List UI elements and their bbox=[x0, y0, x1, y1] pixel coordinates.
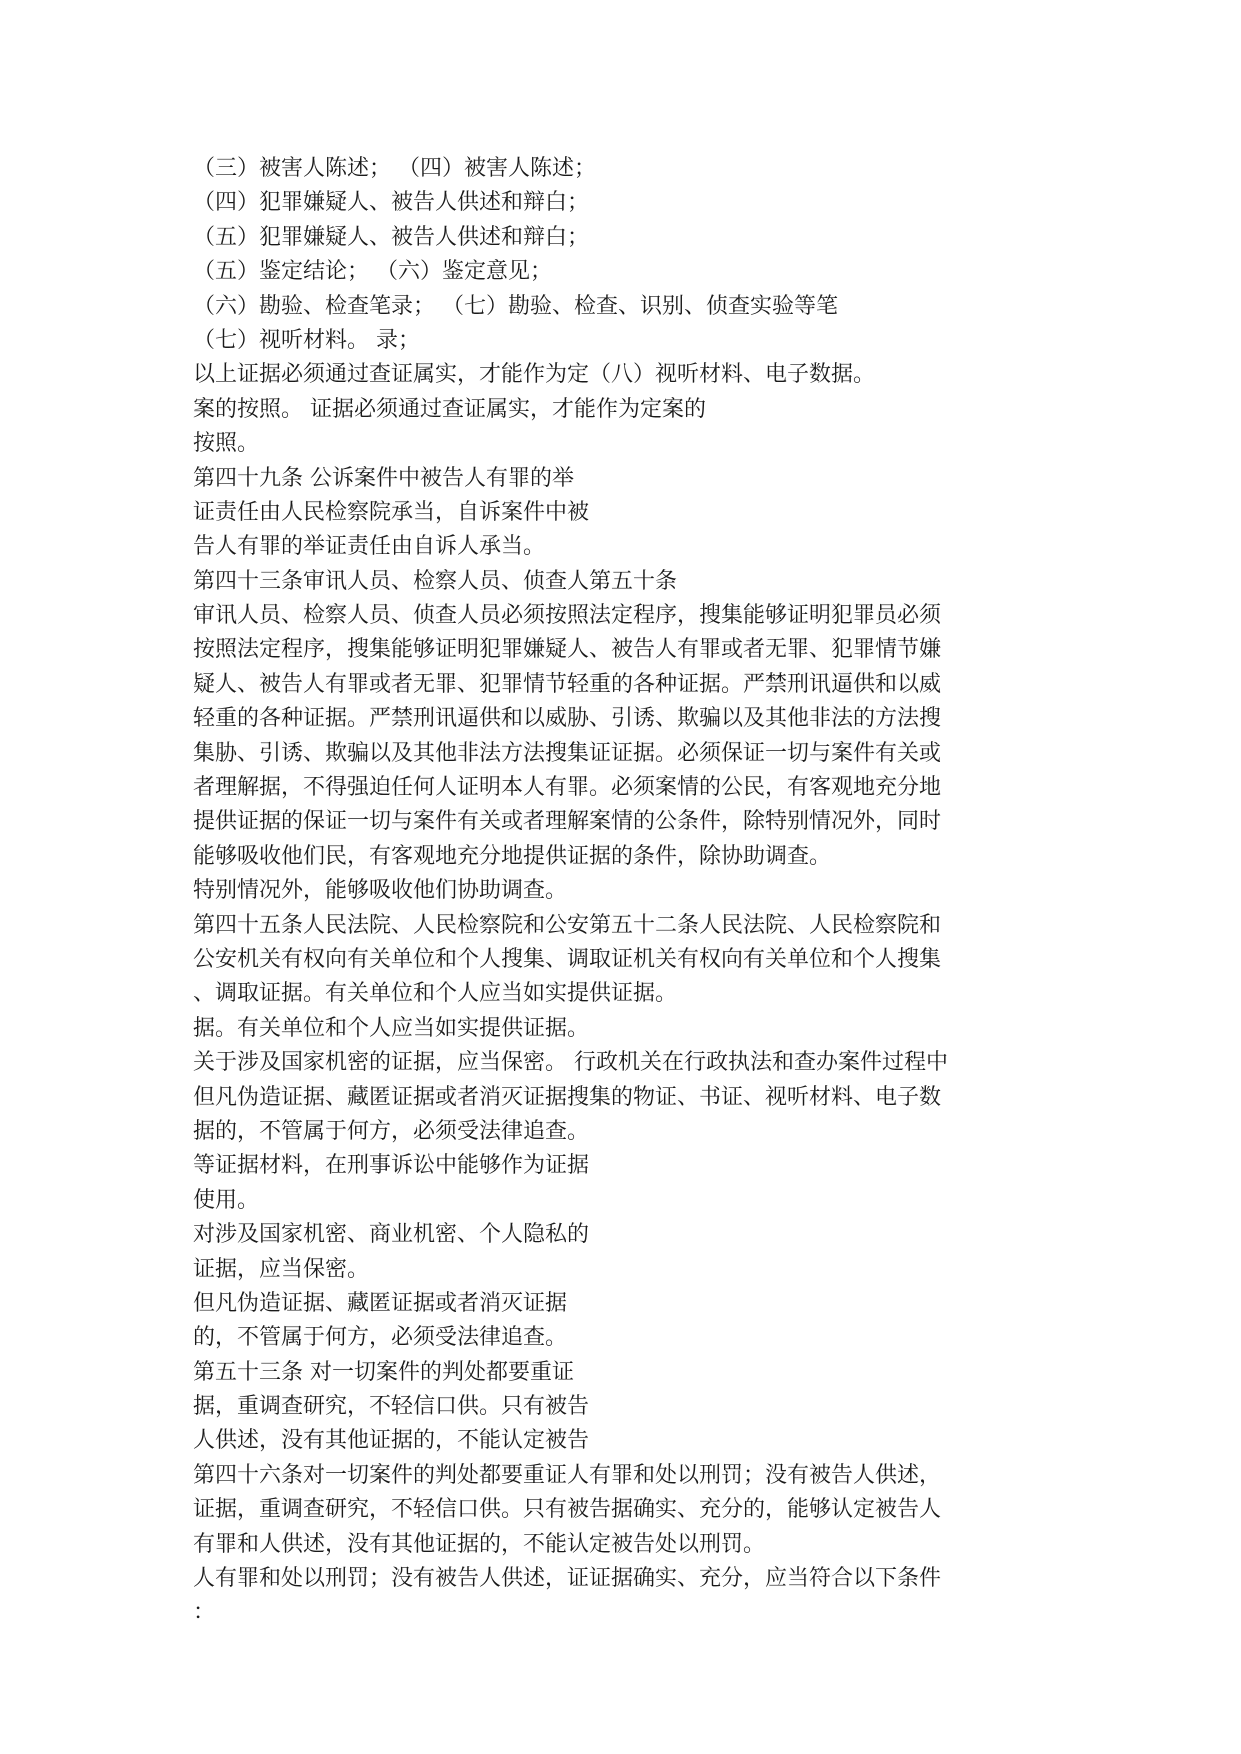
text-line: 关于涉及国家机密的证据，应当保密。 行政机关在行政执法和查办案件过程中 bbox=[193, 1050, 948, 1076]
text-line: 据的，不管属于何方，必须受法律追查。 bbox=[193, 1118, 590, 1144]
text-line: （四）犯罪嫌疑人、被告人供述和辩白； bbox=[193, 190, 590, 216]
text-line: 证据，重调查研究，不轻信口供。只有被告据确实、充分的，能够认定被告人 bbox=[193, 1497, 942, 1523]
text-line: 轻重的各种证据。严禁刑讯逼供和以威胁、引诱、欺骗以及其他非法的方法搜 bbox=[193, 706, 942, 732]
text-line: （三）被害人陈述； （四）被害人陈述； bbox=[193, 156, 596, 181]
text-line: 按照。 bbox=[193, 431, 260, 457]
text-line: 第四十三条审讯人员、检察人员、侦查人第五十条 bbox=[193, 568, 678, 594]
text-line: 等证据材料，在刑事诉讼中能够作为证据 bbox=[193, 1153, 590, 1179]
text-line: 第四十九条 公诉案件中被告人有罪的举 bbox=[193, 465, 574, 491]
text-line: 据，重调查研究，不轻信口供。只有被告 bbox=[193, 1394, 590, 1420]
text-line: 者理解据，不得强迫任何人证明本人有罪。必须案情的公民，有客观地充分地 bbox=[193, 775, 942, 801]
text-line: 第四十六条对一切案件的判处都要重证人有罪和处以刑罚；没有被告人供述， bbox=[193, 1462, 942, 1488]
text-line: （五）鉴定结论； （六）鉴定意见； bbox=[193, 259, 552, 285]
text-line: 据。有关单位和个人应当如实提供证据。 bbox=[193, 1015, 590, 1041]
document-body bbox=[193, 152, 1053, 1631]
text-line: 审讯人员、检察人员、侦查人员必须按照法定程序，搜集能够证明犯罪员必须 bbox=[193, 603, 942, 629]
text-line: 公安机关有权向有关单位和个人搜集、调取证机关有权向有关单位和个人搜集 bbox=[193, 946, 942, 972]
text-line: 但凡伪造证据、藏匿证据或者消灭证据 bbox=[193, 1290, 568, 1316]
text-line: 但凡伪造证据、藏匿证据或者消灭证据搜集的物证、书证、视听材料、电子数 bbox=[193, 1084, 942, 1110]
text-line: 集胁、引诱、欺骗以及其他非法方法搜集证证据。必须保证一切与案件有关或 bbox=[193, 740, 942, 766]
text-line: 的，不管属于何方，必须受法律追查。 bbox=[193, 1325, 568, 1351]
text-line: 提供证据的保证一切与案件有关或者理解案情的公条件，除特别情况外，同时 bbox=[193, 809, 942, 835]
text-line: （七）视听材料。 录； bbox=[193, 327, 420, 353]
text-line: 证责任由人民检察院承当，自诉案件中被 bbox=[193, 499, 590, 525]
text-line: 第四十五条人民法院、人民检察院和公安第五十二条人民法院、人民检察院和 bbox=[193, 912, 942, 938]
text-line: （六）勘验、检查笔录； （七）勘验、检查、识别、侦查实验等笔 bbox=[193, 293, 838, 319]
text-line: 能够吸收他们民，有客观地充分地提供证据的条件，除协助调查。 bbox=[193, 843, 832, 869]
text-line: 案的按照。 证据必须通过查证属实，才能作为定案的 bbox=[193, 396, 706, 422]
text-line: 有罪和人供述，没有其他证据的，不能认定被告处以刑罚。 bbox=[193, 1531, 766, 1557]
text-line: 、调取证据。有关单位和个人应当如实提供证据。 bbox=[193, 981, 678, 1007]
text-line: 以上证据必须通过查证属实，才能作为定（八）视听材料、电子数据。 bbox=[193, 362, 876, 388]
text-line: 人有罪和处以刑罚；没有被告人供述，证证据确实、充分，应当符合以下条件 bbox=[193, 1566, 942, 1592]
text-line: ： bbox=[193, 1600, 216, 1626]
text-line: 告人有罪的举证责任由自诉人承当。 bbox=[193, 534, 546, 560]
text-line: 使用。 bbox=[193, 1187, 260, 1213]
text-line: 疑人、被告人有罪或者无罪、犯罪情节轻重的各种证据。严禁刑讯逼供和以威 bbox=[193, 671, 942, 697]
text-line: 第五十三条 对一切案件的判处都要重证 bbox=[193, 1359, 574, 1385]
text-line: 特别情况外，能够吸收他们协助调查。 bbox=[193, 878, 568, 904]
text-line: （五）犯罪嫌疑人、被告人供述和辩白； bbox=[193, 224, 590, 250]
text-line: 证据，应当保密。 bbox=[193, 1256, 370, 1282]
text-line: 按照法定程序，搜集能够证明犯罪嫌疑人、被告人有罪或者无罪、犯罪情节嫌 bbox=[193, 637, 942, 663]
text-line: 对涉及国家机密、商业机密、个人隐私的 bbox=[193, 1222, 590, 1248]
text-line: 人供述，没有其他证据的，不能认定被告 bbox=[193, 1428, 590, 1454]
